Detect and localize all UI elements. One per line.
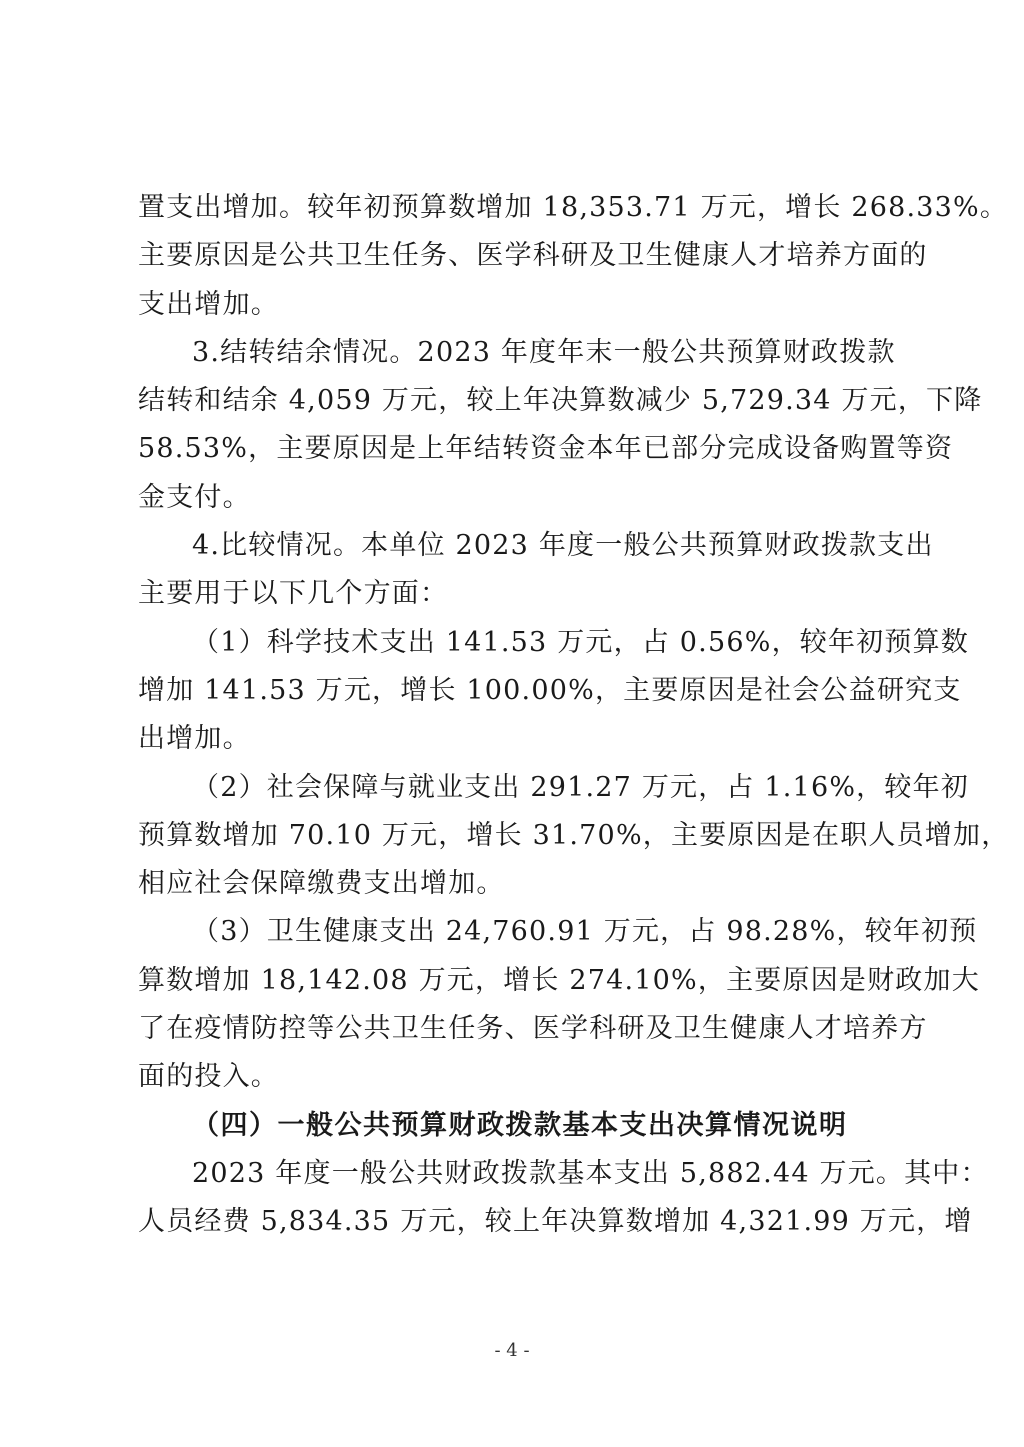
- paragraph-line: 支出增加。: [138, 288, 279, 320]
- paragraph-line: 预算数增加 70.10 万元，增长 31.70%，主要原因是在职人员增加，: [138, 819, 1010, 851]
- paragraph-line: （3）卫生健康支出 24,760.91 万元，占 98.28%，较年初预: [192, 916, 978, 948]
- paragraph-line: 面的投入。: [138, 1061, 279, 1093]
- page-number: - 4 -: [494, 1340, 530, 1361]
- paragraph-line: 结转和结余 4,059 万元，较上年决算数减少 5,729.34 万元，下降: [138, 385, 983, 417]
- paragraph-line: 出增加。: [138, 723, 251, 755]
- paragraph-line: 置支出增加。较年初预算数增加 18,353.71 万元，增长 268.33%。: [138, 192, 1009, 223]
- paragraph-line: 增加 141.53 万元，增长 100.00%，主要原因是社会公益研究支: [138, 674, 962, 706]
- paragraph-line: 主要用于以下几个方面：: [138, 578, 449, 610]
- paragraph-line: 主要原因是公共卫生任务、医学科研及卫生健康人才培养方面的: [138, 240, 928, 272]
- paragraph-line: 相应社会保障缴费支出增加。: [138, 868, 505, 900]
- document-body: [138, 184, 1010, 1247]
- paragraph-line: 人员经费 5,834.35 万元，较上年决算数增加 4,321.99 万元，增: [138, 1206, 973, 1238]
- paragraph-line: 58.53%，主要原因是上年结转资金本年已部分完成设备购置等资: [138, 433, 954, 465]
- paragraph-line: 算数增加 18,142.08 万元，增长 274.10%，主要原因是财政加大: [138, 964, 980, 996]
- paragraph-line: 3.结转结余情况。2023 年度年末一般公共预算财政拨款: [192, 336, 896, 368]
- paragraph-line: （1）科学技术支出 141.53 万元，占 0.56%，较年初预算数: [192, 626, 969, 658]
- paragraph-line: 金支付。: [138, 481, 251, 513]
- paragraph-line: （2）社会保障与就业支出 291.27 万元，占 1.16%，较年初: [192, 771, 969, 803]
- paragraph-line: 4.比较情况。本单位 2023 年度一般公共预算财政拨款支出: [192, 530, 934, 562]
- paragraph-line: 2023 年度一般公共财政拨款基本支出 5,882.44 万元。其中：: [192, 1157, 989, 1189]
- section-heading: （四）一般公共预算财政拨款基本支出决算情况说明: [192, 1109, 848, 1141]
- paragraph-line: 了在疫情防控等公共卫生任务、医学科研及卫生健康人才培养方: [138, 1013, 928, 1045]
